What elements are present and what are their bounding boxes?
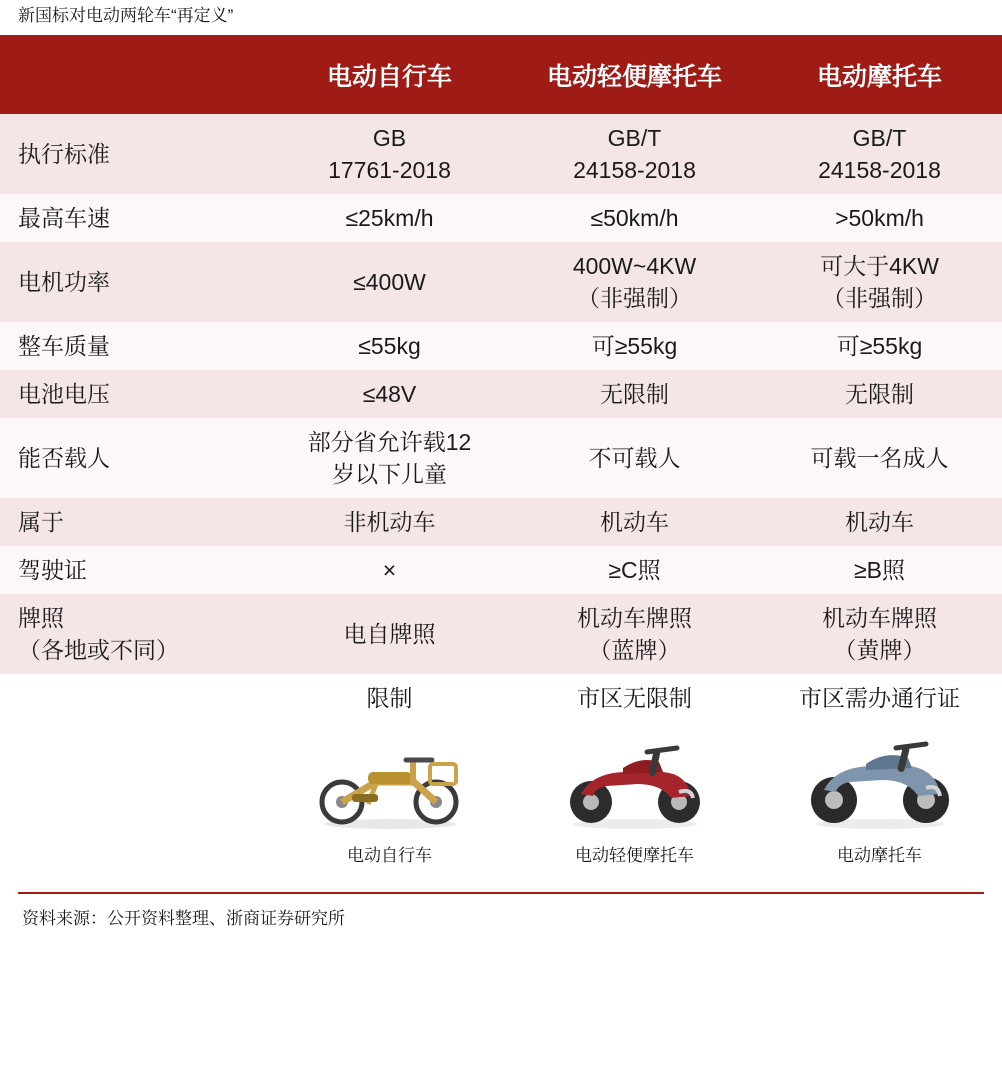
cell-category-light-moped: 机动车 — [512, 498, 757, 546]
table-row — [0, 594, 1002, 674]
cell-license-ebike: × — [267, 546, 512, 594]
illustration-row — [0, 722, 1002, 886]
bicycle-icon — [306, 734, 474, 830]
cell-line: （黄牌） — [833, 637, 926, 663]
header-cell-motorcycle: 电动摩托车 — [757, 35, 1002, 114]
cell-license-light-moped: ≥C照 — [512, 546, 757, 594]
cell-motor-power-ebike: ≤400W — [267, 242, 512, 322]
cell-mass-ebike: ≤55kg — [267, 322, 512, 370]
cell-line: （非强制） — [822, 285, 937, 311]
cell-passenger-ebike — [267, 418, 512, 498]
cell-mass-light-moped: 可≥55kg — [512, 322, 757, 370]
cell-standard-light-moped — [512, 114, 757, 194]
table-row — [0, 114, 1002, 194]
row-label-license: 驾驶证 — [0, 546, 267, 594]
cell-plate-light-moped — [512, 594, 757, 674]
row-label-standard: 执行标准 — [0, 114, 267, 194]
spec-table — [0, 35, 1002, 886]
table-row — [0, 674, 1002, 722]
cell-top-speed-ebike: ≤25km/h — [267, 194, 512, 242]
cell-line: 17761-2018 — [328, 157, 451, 183]
row-label-line: 牌照 — [18, 605, 64, 631]
row-label-plate — [0, 594, 267, 674]
illustration-cell-empty — [0, 722, 267, 886]
source-note: 资料来源：公开资料整理、浙商证券研究所 — [22, 909, 345, 928]
cell-restriction-light-moped: 市区无限制 — [512, 674, 757, 722]
row-label-restriction — [0, 674, 267, 722]
cell-category-ebike: 非机动车 — [267, 498, 512, 546]
cell-line: GB — [372, 125, 407, 151]
table-row — [0, 194, 1002, 242]
table-body — [0, 114, 1002, 886]
illustration-label: 电动轻便摩托车 — [575, 846, 694, 865]
cell-plate-motorcycle — [757, 594, 1002, 674]
cell-mass-motorcycle: 可≥55kg — [757, 322, 1002, 370]
cell-line: 24158-2018 — [573, 157, 696, 183]
table-header — [0, 35, 1002, 114]
row-label-motor-power: 电机功率 — [0, 242, 267, 322]
table-row — [0, 242, 1002, 322]
motorcycle-illustration — [761, 734, 998, 872]
cell-license-motorcycle: ≥B照 — [757, 546, 1002, 594]
cell-line: GB/T — [607, 125, 662, 151]
cell-category-motorcycle: 机动车 — [757, 498, 1002, 546]
cell-line: 部分省允许载12 — [307, 429, 472, 455]
cell-line: 可大于4KW — [820, 253, 939, 279]
cell-battery-voltage-ebike: ≤48V — [267, 370, 512, 418]
cell-motor-power-light-moped — [512, 242, 757, 322]
cell-line: 岁以下儿童 — [332, 461, 447, 487]
cell-top-speed-motorcycle: >50km/h — [757, 194, 1002, 242]
header-cell-ebike: 电动自行车 — [267, 35, 512, 114]
motorcycle-icon — [796, 734, 964, 830]
row-label-line: （各地或不同） — [18, 637, 179, 663]
cell-line: （蓝牌） — [588, 637, 681, 663]
row-label-passenger: 能否载人 — [0, 418, 267, 498]
illustration-cell-ebike — [267, 722, 512, 886]
table-row — [0, 322, 1002, 370]
cell-standard-ebike — [267, 114, 512, 194]
cell-battery-voltage-light-moped: 无限制 — [512, 370, 757, 418]
table-row — [0, 370, 1002, 418]
illustration-cell-motorcycle — [757, 722, 1002, 886]
page-title: 新国标对电动两轮车“再定义” — [18, 6, 234, 25]
illustration-label: 电动自行车 — [347, 846, 432, 865]
cell-line: 机动车牌照 — [577, 605, 692, 631]
cell-battery-voltage-motorcycle: 无限制 — [757, 370, 1002, 418]
illustration-cell-light-moped — [512, 722, 757, 886]
cell-line: 24158-2018 — [818, 157, 941, 183]
cell-line: 机动车牌照 — [822, 605, 937, 631]
row-label-category: 属于 — [0, 498, 267, 546]
cell-passenger-light-moped: 不可载人 — [512, 418, 757, 498]
table-row — [0, 546, 1002, 594]
header-cell-light-moped: 电动轻便摩托车 — [512, 35, 757, 114]
table-row — [0, 498, 1002, 546]
row-label-top-speed: 最高车速 — [0, 194, 267, 242]
cell-standard-motorcycle — [757, 114, 1002, 194]
light-moped-illustration — [516, 734, 753, 872]
bicycle-illustration — [271, 734, 508, 872]
header-cell-corner — [0, 35, 267, 114]
cell-line: 400W~4KW — [572, 253, 697, 279]
illustration-label: 电动摩托车 — [837, 846, 922, 865]
cell-line: （非强制） — [577, 285, 692, 311]
cell-passenger-motorcycle: 可载一名成人 — [757, 418, 1002, 498]
cell-plate-ebike: 电自牌照 — [267, 594, 512, 674]
cell-motor-power-motorcycle — [757, 242, 1002, 322]
cell-top-speed-light-moped: ≤50km/h — [512, 194, 757, 242]
row-label-mass: 整车质量 — [0, 322, 267, 370]
table-row — [0, 418, 1002, 498]
cell-restriction-motorcycle: 市区需办通行证 — [757, 674, 1002, 722]
cell-line: GB/T — [852, 125, 907, 151]
light-moped-icon — [551, 734, 719, 830]
row-label-battery-voltage: 电池电压 — [0, 370, 267, 418]
header-row — [0, 35, 1002, 114]
cell-restriction-ebike: 限制 — [267, 674, 512, 722]
